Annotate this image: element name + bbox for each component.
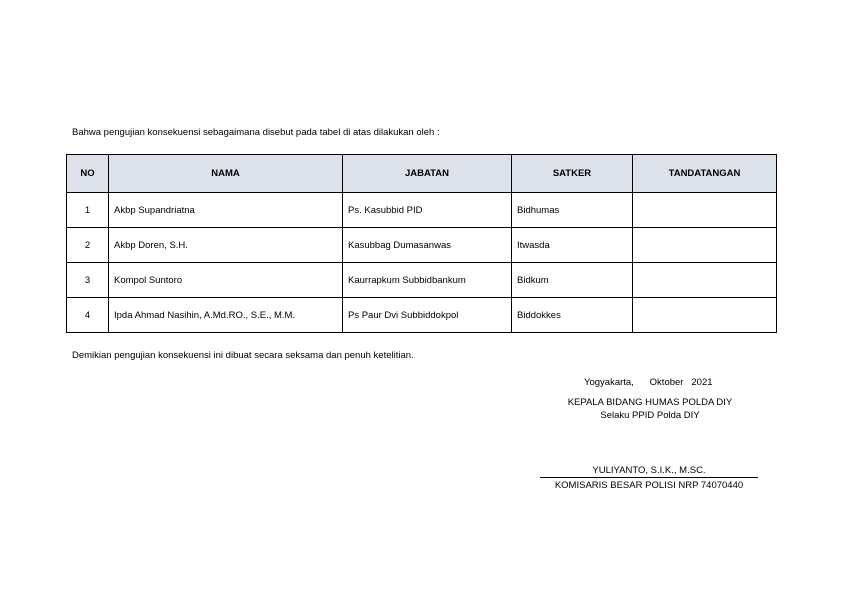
cell-tandatangan [633, 298, 777, 333]
table-row [67, 193, 777, 228]
cell-satker: Bidkum [512, 263, 633, 298]
signatory-table [66, 154, 777, 333]
cell-satker: Bidhumas [512, 193, 633, 228]
cell-jabatan: Kasubbag Dumasanwas [343, 228, 512, 263]
header-no: NO [67, 155, 109, 193]
cell-jabatan: Ps. Kasubbid PID [343, 193, 512, 228]
cell-jabatan: Kaurrapkum Subbidbankum [343, 263, 512, 298]
cell-tandatangan [633, 263, 777, 298]
cell-no: 4 [67, 298, 109, 333]
signer-rank: KOMISARIS BESAR POLISI NRP 74070440 [554, 480, 744, 491]
cell-nama: Ipda Ahmad Nasihin, A.Md.RO., S.E., M.M. [109, 298, 343, 333]
cell-no: 2 [67, 228, 109, 263]
closing-text: Demikian pengujian konsekuensi ini dibuat secara seksama dan penuh ketelitian. [72, 350, 414, 361]
table-row [67, 298, 777, 333]
cell-no: 3 [67, 263, 109, 298]
cell-satker: Biddokkes [512, 298, 633, 333]
signer-title: KEPALA BIDANG HUMAS POLDA DIY [567, 397, 733, 408]
signer-name: YULIYANTO, S.I.K., M.SC. [540, 465, 758, 478]
cell-jabatan: Ps Paur Dvi Subbiddokpol [343, 298, 512, 333]
cell-tandatangan [633, 228, 777, 263]
header-jabatan: JABATAN [343, 155, 512, 193]
intro-text: Bahwa pengujian konsekuensi sebagaimana disebut pada tabel di atas dilakukan oleh : [72, 127, 440, 138]
header-tandatangan: TANDATANGAN [633, 155, 777, 193]
cell-tandatangan [633, 193, 777, 228]
cell-nama: Kompol Suntoro [109, 263, 343, 298]
table-row [67, 263, 777, 298]
header-nama: NAMA [109, 155, 343, 193]
cell-no: 1 [67, 193, 109, 228]
header-satker: SATKER [512, 155, 633, 193]
cell-nama: Akbp Doren, S.H. [109, 228, 343, 263]
table-row [67, 228, 777, 263]
table-header-row [67, 155, 777, 193]
signer-role: Selaku PPID Polda DIY [600, 410, 700, 421]
cell-satker: Itwasda [512, 228, 633, 263]
place-date: Yogyakarta, Oktober 2021 [584, 377, 713, 388]
cell-nama: Akbp Supandriatna [109, 193, 343, 228]
